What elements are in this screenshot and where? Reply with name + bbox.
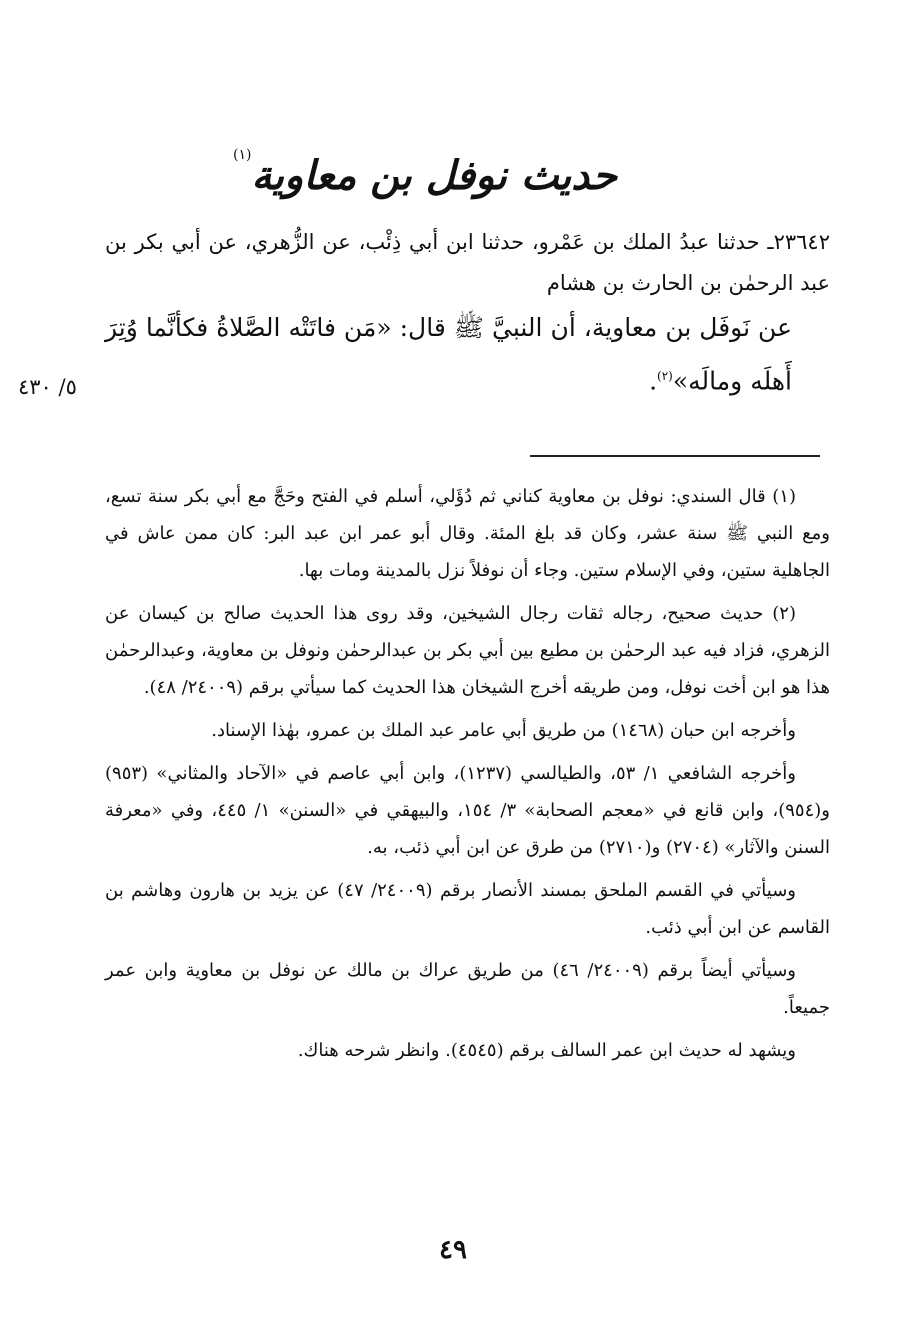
- footnotes: [105, 478, 830, 1075]
- footnote-paragraph: وسيأتي أيضاً برقم (٢٤٠٠٩/ ٤٦) من طريق عراك بن مالك عن نوفل بن معاوية وابن عمر جميعاً.: [105, 960, 830, 1018]
- chapter-title-text: حديث نوفل بن معاوية: [251, 152, 617, 199]
- footnote-paragraph: وسيأتي في القسم الملحق بمسند الأنصار برقم (٢٤٠٠٩/ ٤٧) عن يزيد بن هارون وهاشم بن القاسم عن ابن أبي ذئب.: [105, 880, 830, 938]
- hadith-matn-text: عن نَوفَل بن معاوية، أن النبيَّ ﷺ قال: «مَن فاتَتْه الصَّلاةُ فكأنَّما وُتِرَ أَهلَه ومالَه»: [105, 313, 792, 396]
- hadith-footnote-ref: (٢): [657, 369, 673, 383]
- hadith-matn: [105, 304, 830, 405]
- hadith-matn-end: .: [649, 366, 658, 396]
- footnote-paragraph: ويشهد له حديث ابن عمر السالف برقم (٤٥٤٥). وانظر شرحه هناك.: [297, 1040, 796, 1061]
- footnote-1: (١) قال السندي: نوفل بن معاوية كناني ثم دُؤَلي، أسلم في الفتح وحَجَّ مع أبي بكر سنة تسع، ومع النبي ﷺ سنة عشر، وكان قد بلغ المئة. وقال أبو عمر ابن عبد البر: كان ممن عاش في الجاهلية ستين، وفي الإسلام ستين. وجاء أن نوفلاً نزل بالمدينة ومات بها.: [105, 486, 830, 581]
- footnote-paragraph: وأخرجه الشافعي ١/ ٥٣، والطيالسي (١٢٣٧)، وابن أبي عاصم في «الآحاد والمثاني» (٩٥٣) و(٩٥٤)، وابن قانع في «معجم الصحابة» ٣/ ١٥٤، والبيهقي في «السنن» ١/ ٤٤٥، وفي «معرفة السنن والآثار» (٢٧٠٤) و(٢٧١٠) من طرق عن ابن أبي ذئب، به.: [105, 763, 830, 858]
- marginal-reference: ٥/ ٤٣٠: [18, 375, 77, 399]
- footnote-paragraph: وأخرجه ابن حبان (١٤٦٨) من طريق أبي عامر عبد الملك بن عمرو، بهٰذا الإسناد.: [211, 720, 796, 741]
- footnote-separator: [530, 455, 820, 457]
- footnote-2: (٢) حديث صحيح، رجاله ثقات رجال الشيخين، وقد روى هذا الحديث صالح بن كيسان عن الزهري، فزاد فيه عبد الرحمٰن بن مطيع بين أبي بكر بن عبدالرحمٰن ونوفل بن معاوية، وعبدالرحمٰن هذا هو ابن أخت نوفل، ومن طريقه أخرج الشيخان هذا الحديث كما سيأتي برقم (٢٤٠٠٩/ ٤٨).: [105, 603, 830, 698]
- title-footnote-ref: (١): [233, 147, 252, 163]
- page-number: ٤٩: [439, 1235, 467, 1265]
- hadith-text: [105, 222, 830, 405]
- chapter-title: [200, 125, 650, 206]
- hadith-isnad: ٢٣٦٤٢ـ حدثنا عبدُ الملك بن عَمْرو، حدثنا ابن أبي ذِئْب، عن الزُّهري، عن أبي بكر بن عبد الرحمٰن بن الحارث بن هشام: [105, 230, 830, 295]
